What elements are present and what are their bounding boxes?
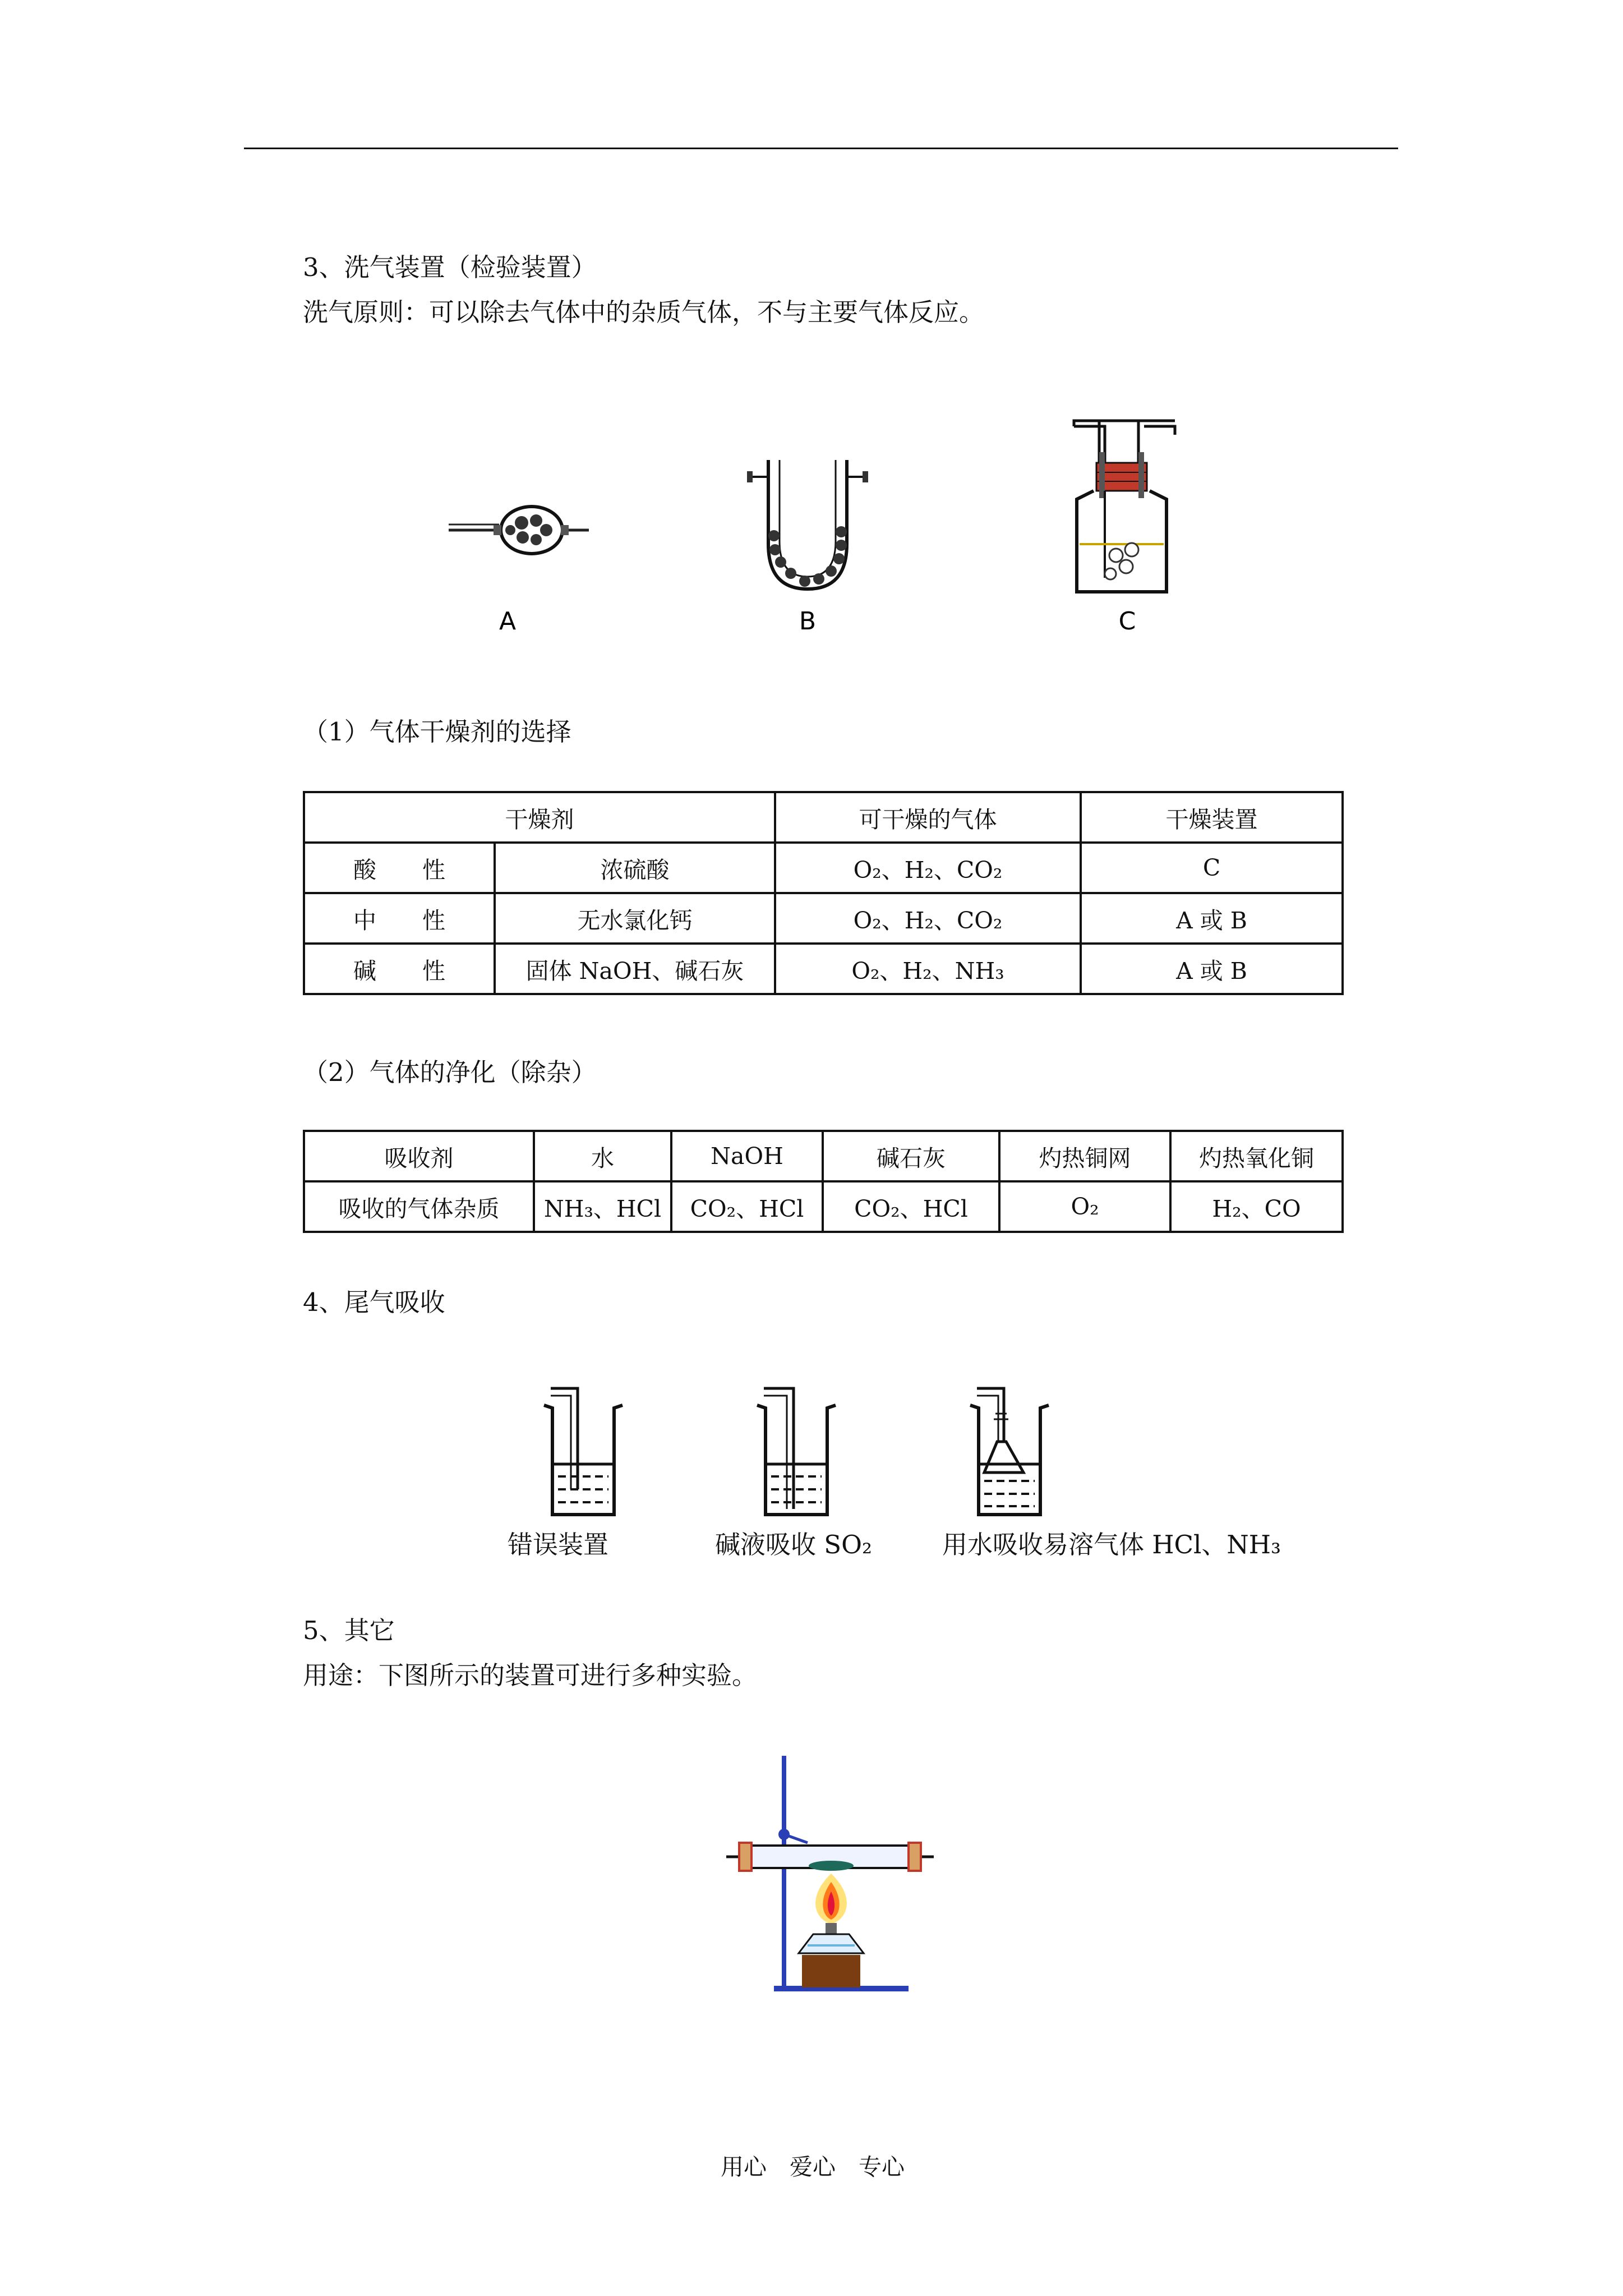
drying-heading: （1）气体干燥剂的选择 bbox=[303, 717, 571, 747]
cell: 水 bbox=[534, 1131, 671, 1181]
cell-type: 中 性 bbox=[304, 893, 495, 944]
cell: CO₂、HCl bbox=[823, 1181, 999, 1232]
cell-agent: 浓硫酸 bbox=[495, 843, 775, 893]
section5-usage: 用途：下图所示的装置可进行多种实验。 bbox=[303, 1660, 758, 1690]
header-gases: 可干燥的气体 bbox=[775, 792, 1081, 843]
table-row bbox=[304, 1131, 1343, 1181]
header-device: 干燥装置 bbox=[1081, 792, 1343, 843]
cell-device: A 或 B bbox=[1081, 893, 1343, 944]
label-b: B bbox=[799, 607, 817, 636]
header-desiccant: 干燥剂 bbox=[304, 792, 775, 843]
cell-agent: 无水氯化钙 bbox=[495, 893, 775, 944]
section3-heading: 3、洗气装置（检验装置） bbox=[303, 252, 597, 282]
gas-washing-bottle-c bbox=[1074, 421, 1175, 592]
table-row bbox=[304, 1181, 1343, 1232]
cell-type: 碱 性 bbox=[304, 944, 495, 994]
cell: O₂ bbox=[999, 1181, 1170, 1232]
cell: NH₃、HCl bbox=[534, 1181, 671, 1232]
cell-gases: O₂、H₂、NH₃ bbox=[775, 944, 1081, 994]
cell: 吸收的气体杂质 bbox=[304, 1181, 534, 1232]
cell: H₂、CO bbox=[1170, 1181, 1343, 1232]
cell-device: C bbox=[1081, 843, 1343, 893]
purify-heading: （2）气体的净化（除杂） bbox=[303, 1057, 597, 1087]
cell: NaOH bbox=[671, 1131, 823, 1181]
cell-device: A 或 B bbox=[1081, 944, 1343, 994]
cell-type: 酸 性 bbox=[304, 843, 495, 893]
label-a: A bbox=[499, 607, 517, 636]
cell: 吸收剂 bbox=[304, 1131, 534, 1181]
cell: CO₂、HCl bbox=[671, 1181, 823, 1232]
heating-apparatus-figure bbox=[723, 1745, 937, 1997]
table-row bbox=[304, 944, 1343, 994]
cell: 灼热铜网 bbox=[999, 1131, 1170, 1181]
section4-heading: 4、尾气吸收 bbox=[303, 1287, 445, 1317]
caption-water: 用水吸收易溶气体 HCl、NH₃ bbox=[942, 1530, 1281, 1559]
section5-heading: 5、其它 bbox=[303, 1616, 395, 1645]
table-row bbox=[304, 792, 1343, 843]
drying-table bbox=[303, 791, 1344, 995]
label-c: C bbox=[1118, 607, 1136, 636]
header-rule bbox=[244, 148, 1398, 149]
cell: 灼热氧化铜 bbox=[1170, 1131, 1343, 1181]
beaker-alkali bbox=[757, 1388, 836, 1515]
caption-wrong-device: 错误装置 bbox=[508, 1530, 609, 1559]
cell-agent: 固体 NaOH、碱石灰 bbox=[495, 944, 775, 994]
caption-alkali: 碱液吸收 SO₂ bbox=[715, 1530, 873, 1559]
cell-gases: O₂、H₂、CO₂ bbox=[775, 843, 1081, 893]
cell: 碱石灰 bbox=[823, 1131, 999, 1181]
footer: 用心 爱心 专心 bbox=[721, 2154, 905, 2180]
table-row bbox=[304, 843, 1343, 893]
table-row bbox=[304, 893, 1343, 944]
u-tube-b bbox=[747, 460, 868, 589]
drying-tube-a bbox=[449, 507, 589, 554]
tail-gas-absorption-figure bbox=[538, 1380, 1099, 1526]
section3-principle: 洗气原则：可以除去气体中的杂质气体，不与主要气体反应。 bbox=[303, 297, 985, 327]
cell-gases: O₂、H₂、CO₂ bbox=[775, 893, 1081, 944]
drying-apparatus-figure bbox=[426, 415, 1211, 651]
beaker-funnel bbox=[970, 1388, 1049, 1515]
purify-table bbox=[303, 1130, 1344, 1233]
beaker-wrong bbox=[544, 1388, 623, 1515]
